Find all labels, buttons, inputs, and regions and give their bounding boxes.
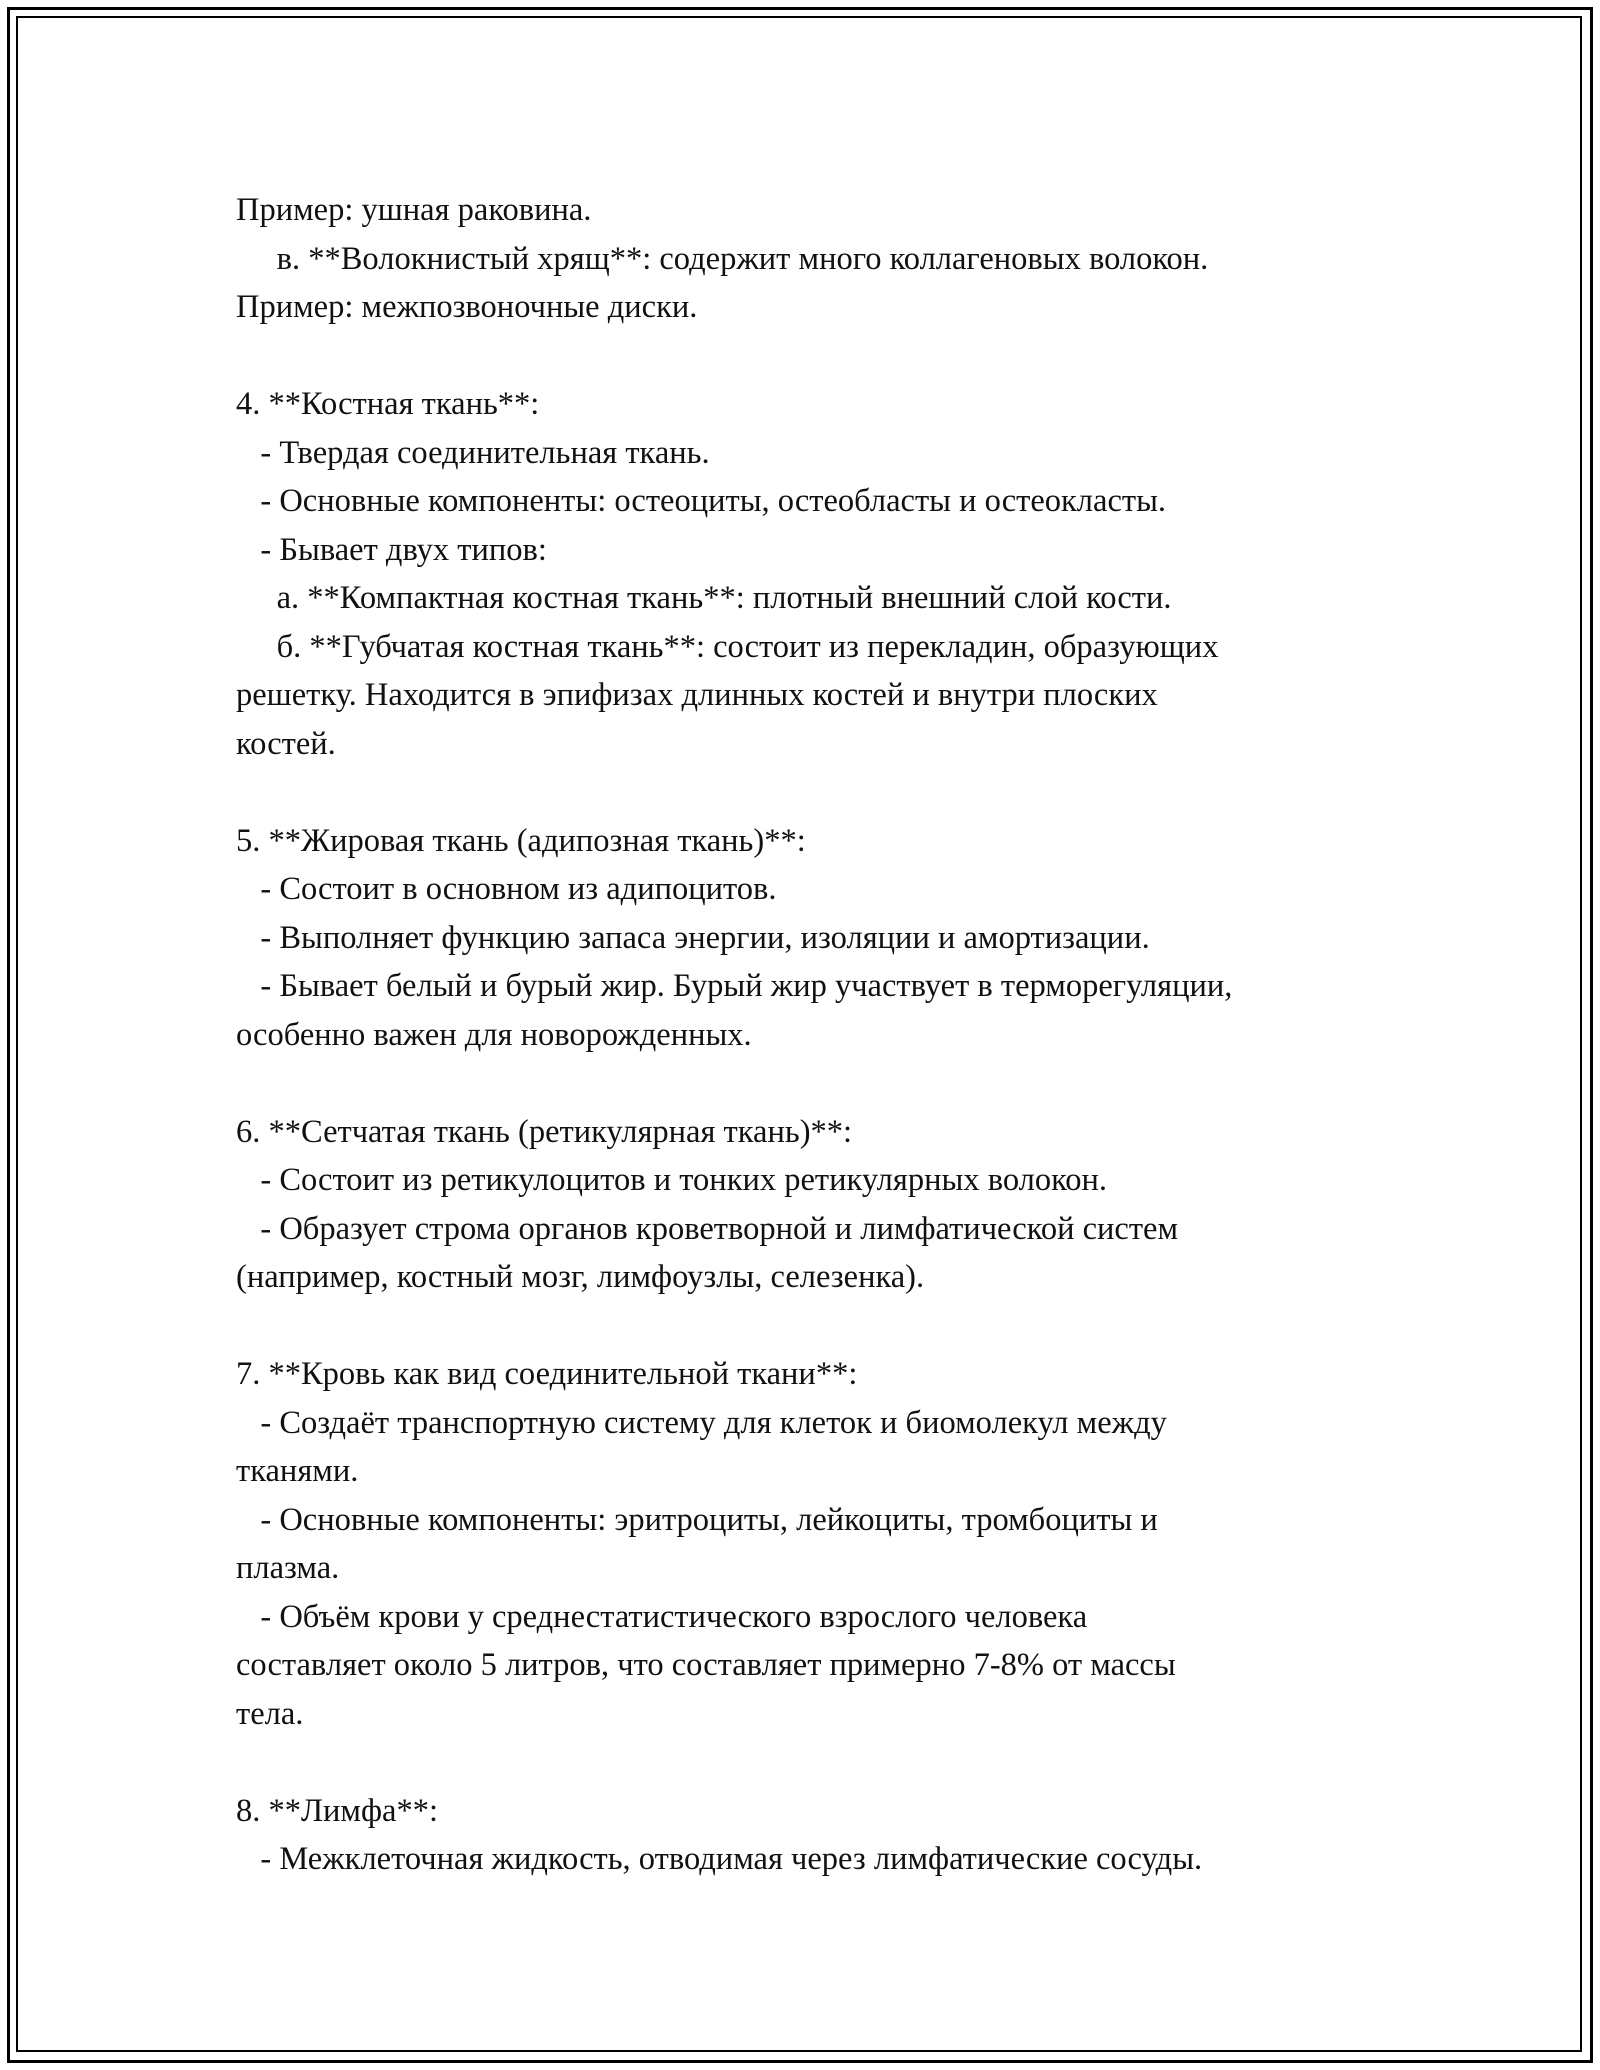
text-line: 4. **Костная ткань**: <box>236 386 540 422</box>
text-line: особенно важен для новорожденных. <box>236 1016 752 1053</box>
text-line: 7. **Кровь как вид соединительной ткани**: <box>236 1356 858 1392</box>
text-line: 8. **Лимфа**: <box>236 1792 439 1829</box>
text-line: - Выполняет функцию запаса энергии, изоляции и амортизации. <box>236 919 1150 956</box>
text-line: (например, костный мозг, лимфоузлы, селезенка). <box>236 1259 925 1295</box>
text-line: - Состоит в основном из адипоцитов. <box>236 871 777 907</box>
text-line: Пример: межпозвоночные диски. <box>236 289 698 325</box>
text-line: Пример: ушная раковина. <box>236 192 592 228</box>
text-line: 6. **Сетчатая ткань (ретикулярная ткань)**: <box>236 1113 853 1150</box>
blank-line <box>236 768 1396 817</box>
text-line: - Состоит из ретикулоцитов и тонких ретикулярных волокон. <box>236 1162 1108 1198</box>
text-line: - Основные компоненты: эритроциты, лейкоциты, тромбоциты и <box>236 1501 1158 1538</box>
text-line: костей. <box>236 725 336 762</box>
text-line: тканями. <box>236 1453 359 1489</box>
blank-line <box>236 1059 1396 1108</box>
blank-line <box>236 332 1396 381</box>
text-line: - Твердая соединительная ткань. <box>236 434 710 471</box>
text-line: в. **Волокнистый хрящ**: содержит много коллагеновых волокон. <box>236 240 1209 277</box>
text-line: плазма. <box>236 1550 340 1586</box>
text-line: а. **Компактная костная ткань**: плотный внешний слой кости. <box>236 580 1172 616</box>
blank-line <box>236 1302 1396 1351</box>
text-line: - Создаёт транспортную систему для клеток и биомолекул между <box>236 1404 1167 1441</box>
text-line: - Бывает двух типов: <box>236 531 547 568</box>
document-body <box>236 186 1396 1884</box>
text-line: тела. <box>236 1695 304 1732</box>
text-line: - Объём крови у среднестатистического взрослого человека <box>236 1598 1088 1635</box>
text-line: - Образует строма органов кроветворной и лимфатической систем <box>236 1210 1179 1247</box>
text-line: б. **Губчатая костная ткань**: состоит из перекладин, образующих <box>236 628 1219 665</box>
text-line: решетку. Находится в эпифизах длинных костей и внутри плоских <box>236 677 1158 713</box>
text-line: составляет около 5 литров, что составляет примерно 7-8% от массы <box>236 1647 1176 1683</box>
text-line: - Межклеточная жидкость, отводимая через лимфатические сосуды. <box>236 1841 1203 1877</box>
text-line: 5. **Жировая ткань (адипозная ткань)**: <box>236 822 806 859</box>
blank-line <box>236 1738 1396 1787</box>
text-line: - Основные компоненты: остеоциты, остеобласты и остеокласты. <box>236 483 1167 519</box>
text-line: - Бывает белый и бурый жир. Бурый жир участвует в терморегуляции, <box>236 968 1233 1004</box>
